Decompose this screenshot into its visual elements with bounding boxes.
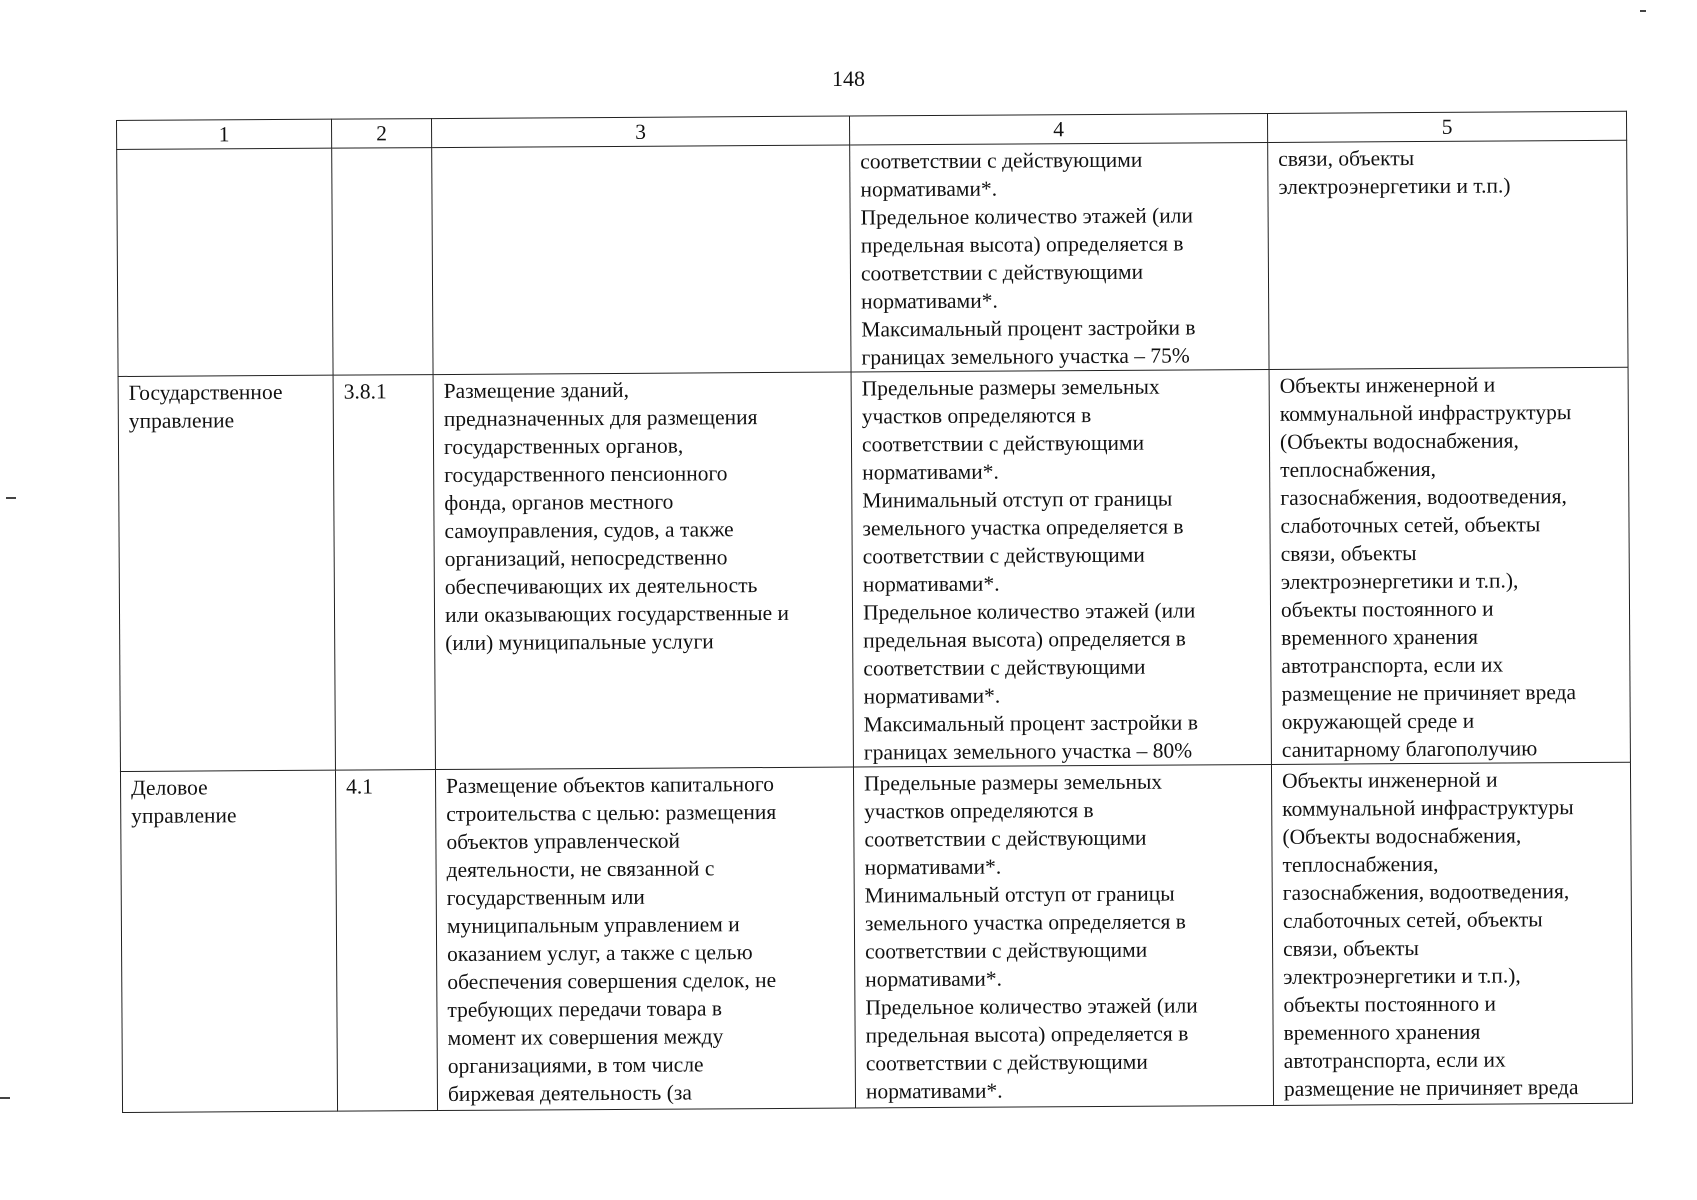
cell-text: Объекты инженерной и коммунальной инфраструктуры (Объекты водоснабжения, теплоснабжения, газоснабжения, водоотведения, слаботочных сетей, объекты связи, объекты электроэнергетики и т.п.), объекты постоянного и временного хранения автотранспорта, если их размещение не причиняет вреда [1281, 767, 1579, 1101]
cell-text: Деловое управление [131, 775, 237, 828]
column-header-3: 3 [431, 116, 849, 148]
scan-mark-left-bottom [0, 1097, 10, 1099]
page-number: 148 [832, 66, 865, 91]
cell-description [435, 767, 855, 1111]
land-use-table [116, 111, 1633, 1113]
cell-code [333, 375, 435, 771]
column-header-4: 4 [849, 113, 1267, 145]
cell-name [118, 375, 335, 771]
cell-objects [1268, 140, 1628, 369]
table-row [120, 762, 1632, 1112]
cell-parameters [850, 142, 1269, 372]
cell-code [335, 770, 437, 1112]
cell-text [442, 148, 839, 150]
cell-code [332, 148, 433, 376]
column-header-1: 1 [117, 119, 332, 149]
column-header-2: 2 [331, 119, 431, 149]
cell-text: связи, объекты электроэнергетики и т.п.) [1278, 146, 1511, 199]
cell-parameters [851, 369, 1271, 767]
cell-name [117, 148, 333, 376]
cell-text [127, 151, 321, 152]
cell-description [432, 145, 851, 375]
cell-objects [1269, 367, 1630, 764]
cell-objects [1271, 762, 1632, 1105]
cell-parameters [853, 764, 1273, 1108]
cell-text: Объекты инженерной и коммунальной инфраструктуры (Объекты водоснабжения, теплоснабжения, газоснабжения, водоотведения, слаботочных сетей, объекты связи, объекты электроэнергетики и т.п.), объекты постоянного и временного хранения автотранспорта, если их размещение не причиняет вреда окружающей среде и санитарному благополучию [1279, 372, 1577, 762]
cell-name [120, 770, 337, 1112]
table-row [117, 140, 1628, 376]
cell-text: 3.8.1 [343, 379, 387, 404]
scan-mark-left-top [6, 497, 16, 499]
cell-text: 4.1 [346, 774, 374, 799]
cell-text: Размещение объектов капитального строительства с целью: размещения объектов управленческой деятельности, не связанной с государственным или муниципальным управлением и оказанием услуг, а также с целью обеспечения совершения сделок, не требующих передачи товара в момент их совершения между организациями, в том числе биржевая деятельность (за [446, 771, 777, 1106]
cell-text: Предельные размеры земельных участков определяются в соответствии с действующими нормативами*. Минимальный отступ от границы земельного участка определяется в соответствии с действующими нормативами*. Предельное количество этажей (или предельная высота) определяется в соответствии с действующими нормативами*. Максимальный процент застройки в границах земельного участка – 80% [861, 374, 1199, 765]
cell-text: Государственное управление [128, 379, 283, 433]
cell-text: Предельные размеры земельных участков определяются в соответствии с действующими нормативами*. Минимальный отступ от границы земельного участка определяется в соответствии с действующими нормативами*. Предельное количество этажей (или предельная высота) определяется в соответствии с действующими нормативами*. [863, 769, 1198, 1104]
cell-text: соответствии с действующими нормативами*. Предельное количество этажей (или предельная высота) определяется в соответствии с действующими нормативами*. Максимальный процент застройки в границах земельного участка – 75% [860, 147, 1196, 370]
column-header-5: 5 [1267, 111, 1626, 142]
cell-text: Размещение зданий, предназначенных для размещения государственных органов, государственного пенсионного фонда, органов местного самоуправления, судов, а также организаций, непосредственно обеспечивающих их деятельность или оказывающих государственные и (или) муниципальные услуги [443, 377, 790, 655]
cell-description [433, 372, 853, 770]
table-row [118, 367, 1630, 771]
scan-mark-top-right [1640, 10, 1646, 12]
